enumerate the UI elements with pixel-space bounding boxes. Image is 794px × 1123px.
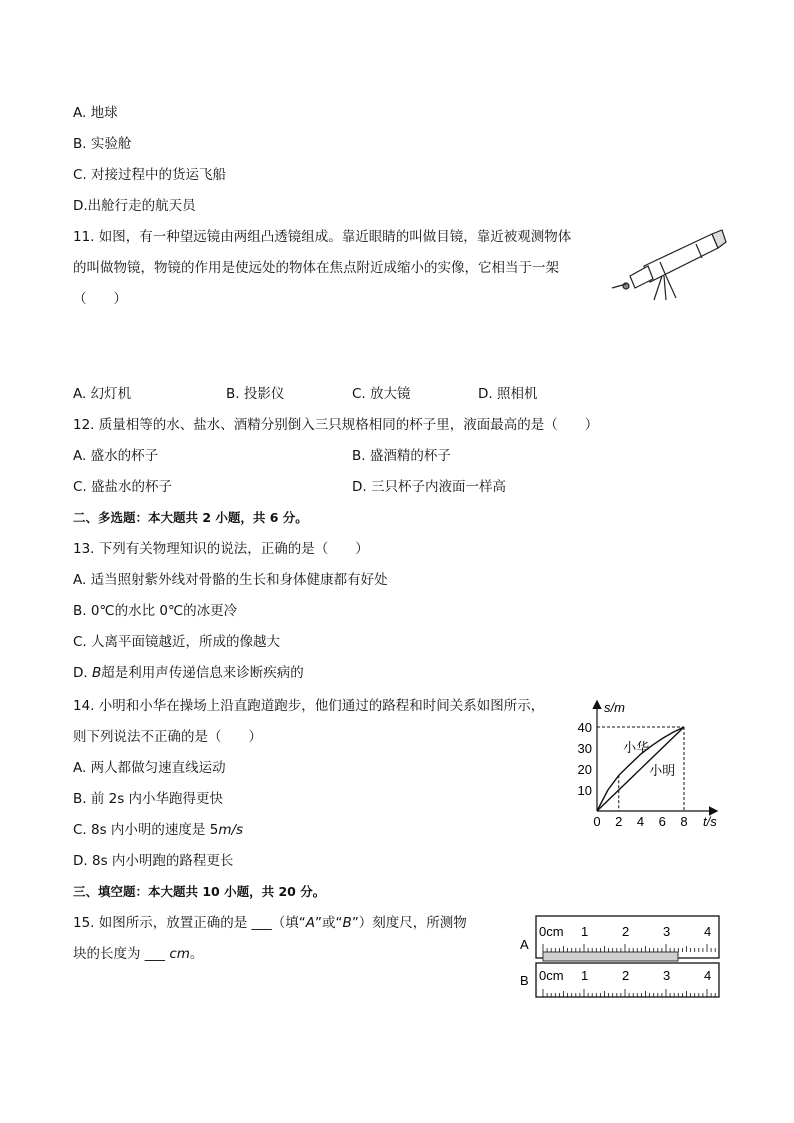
q11-stem-line2: 的叫做物镜，物镜的作用是使远处的物体在焦点附近成缩小的实像，它相当于一架 — [73, 260, 559, 276]
ruler-a-number-1: 1 — [581, 924, 589, 939]
q12-option-c: C. 盛盐水的杯子 — [73, 479, 173, 495]
q14-option-c — [73, 821, 243, 839]
rulers-figure — [516, 912, 724, 1002]
q13-option-d-text: 超是利用声传递信息来诊断疾病的 — [101, 665, 304, 681]
q15-text-1: 15. 如图所示，放置正确的是 ___（填“ — [73, 915, 306, 931]
q15-stem-line2 — [73, 945, 203, 963]
q11-option-d: D. 照相机 — [478, 386, 538, 402]
y-axis-label: s/m — [604, 700, 625, 715]
ruler-b-number-1: 1 — [581, 968, 589, 983]
q13-option-d-variable: B — [91, 665, 102, 681]
ruler-b-number-2: 2 — [622, 968, 630, 983]
q15-unit: cm — [169, 946, 190, 962]
section-heading-fill-in: 三、填空题：本大题共 10 小题，共 20 分。 — [73, 884, 326, 899]
x-tick-label-1: 2 — [615, 814, 623, 829]
x-tick-label-4: 8 — [680, 814, 688, 829]
ruler-a-number-2: 2 — [622, 924, 630, 939]
q15-text-3: ”）刻度尺，所测物 — [351, 915, 467, 931]
q12-option-d: D. 三只杯子内液面一样高 — [352, 479, 506, 495]
q11-option-b: B. 投影仪 — [226, 386, 285, 402]
telescope-figure — [604, 226, 728, 302]
q15-var-b: B — [342, 915, 352, 931]
x-axis-label: t/s — [703, 814, 717, 829]
q15-stem-line1 — [73, 914, 467, 932]
q10-option-b: B. 实验舱 — [73, 136, 132, 152]
q12-stem: 12. 质量相等的水、盐水、酒精分别倒入三只规格相同的杯子里，液面最高的是（ ） — [73, 417, 599, 433]
q14-option-a: A. 两人都做匀速直线运动 — [73, 760, 226, 776]
ruler-b-number-0: 0cm — [539, 968, 564, 983]
q14-option-c-text: C. 8s 内小明的速度是 5 — [73, 822, 219, 838]
y-tick-label-3: 40 — [577, 720, 592, 735]
q15-text-4: 块的长度为 ___ — [73, 946, 170, 962]
y-tick-label-0: 10 — [577, 783, 592, 798]
ruler-a-number-3: 3 — [663, 924, 671, 939]
q11-option-a: A. 幻灯机 — [73, 386, 132, 402]
q13-option-c: C. 人离平面镜越近，所成的像越大 — [73, 634, 281, 650]
q11-stem-line3: （ ） — [73, 291, 127, 307]
series-label-xiaohua: 小华 — [623, 740, 650, 755]
measured-block — [543, 952, 678, 961]
q15-text-2: ”或“ — [315, 915, 343, 931]
q10-option-d: D.出舱行走的航天员 — [73, 198, 196, 214]
q11-stem-line1: 11. 如图，有一种望远镜由两组凸透镜组成。靠近眼睛的叫做目镜，靠近被观测物体 — [73, 229, 572, 245]
x-tick-label-2: 4 — [636, 814, 645, 829]
ruler-a-number-0: 0cm — [539, 924, 564, 939]
x-tick-label-3: 6 — [658, 814, 666, 829]
q13-option-d — [73, 664, 304, 682]
q11-option-c: C. 放大镜 — [352, 386, 411, 402]
q13-stem: 13. 下列有关物理知识的说法，正确的是（ ） — [73, 541, 369, 557]
q14-option-d: D. 8s 内小明跑的路程更长 — [73, 853, 234, 869]
q14-option-c-unit: m/s — [218, 822, 244, 838]
q12-option-b: B. 盛酒精的杯子 — [352, 448, 451, 464]
q12-option-a: A. 盛水的杯子 — [73, 448, 159, 464]
q13-option-a: A. 适当照射紫外线对骨骼的生长和身体健康都有好处 — [73, 572, 388, 588]
x-tick-label-0: 0 — [593, 814, 601, 829]
ruler-b-number-3: 3 — [663, 968, 671, 983]
y-tick-label-1: 20 — [577, 762, 592, 777]
q13-option-b: B. 0℃的水比 0℃的冰更冷 — [73, 603, 238, 619]
section-heading-multiple-choice: 二、多选题：本大题共 2 小题，共 6 分。 — [73, 510, 308, 525]
q13-option-d-prefix: D. — [73, 665, 92, 681]
q14-option-b: B. 前 2s 内小华跑得更快 — [73, 791, 224, 807]
q14-stem-line1: 14. 小明和小华在操场上沿直跑道跑步，他们通过的路程和时间关系如图所示， — [73, 698, 545, 714]
ruler-a-label: A — [520, 937, 529, 952]
ruler-b-number-4: 4 — [704, 968, 712, 983]
q14-stem-line2: 则下列说法不正确的是（ ） — [73, 729, 262, 745]
q10-option-c: C. 对接过程中的货运飞船 — [73, 167, 227, 183]
y-tick-label-2: 30 — [577, 741, 592, 756]
q10-option-a: A. 地球 — [73, 105, 118, 121]
q15-text-5: 。 — [189, 946, 204, 962]
ruler-b-label: B — [520, 973, 529, 988]
series-label-xiaoming: 小明 — [649, 763, 676, 779]
distance-time-chart — [566, 692, 732, 832]
q15-var-a: A — [305, 915, 316, 931]
ruler-a-number-4: 4 — [704, 924, 712, 939]
